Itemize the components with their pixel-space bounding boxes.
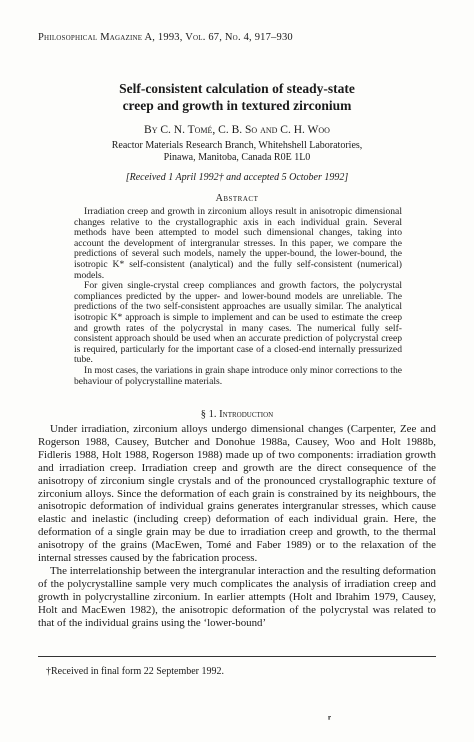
abstract-paragraph: In most cases, the variations in grain shape introduce only minor corrections to the behaviour of polycrystalline materials. — [74, 364, 402, 387]
affiliation-line-1: Reactor Materials Research Branch, Whitehshell Laboratories, — [111, 140, 363, 151]
title-line-1: Self-consistent calculation of steady-state — [119, 81, 355, 96]
footnote: †Received in final form 22 September 1992. — [46, 666, 225, 677]
body-paragraph: Under irradiation, zirconium alloys undergo dimensional changes (Carpenter, Zee and Rogerson 1988, Causey, Butcher and Donohue 1988a, Causey, Woo and Holt 1988b, Fidleris 1988, Holt 1988, Rogerson 1988) made up of two components: irradiation growth and irradiation creep. Irradiation creep and growth are the direct consequence of the anisotropy of zirconium single crystals and of the pronounced crystallographic texture of zirconium alloys. Since the deformation of each grain is constrained by its neighbours, the anisotropic deformation of individual grains generates intergranular stresses, which cause elastic and inelastic (including creep) deformation of each individual grain. Here, the deformation of a single grain may be due to irradiation creep and growth, to the thermal anisotropy of the grains (MacEwen, Tomé and Faber 1989) or to the relaxation of the internal stresses caused by the fabrication process. — [38, 423, 436, 565]
paper-title — [0, 80, 474, 114]
body-paragraph: The interrelationship between the intergranular interaction and the resulting deformation of the polycrystalline sample very much complicates the analysis of irradiation creep and growth in polycrystalline zirconium. In earlier attempts (Holt and Ibrahim 1979, Causey, Holt and MacEwen 1982), the anisotropic deformation of the polycrystal was related to that of the individual grains using the ‘lower-bound’ — [38, 564, 436, 629]
affiliation — [0, 140, 474, 164]
affiliation-line-2: Pinawa, Manitoba, Canada R0E 1L0 — [163, 152, 311, 163]
footnote-rule — [38, 656, 436, 657]
abstract-paragraph: Irradiation creep and growth in zirconium alloys result in anisotropic dimensional changes relative to the crystallographic axis in each individual grain. Several methods have been attempted to model such dimensional changes, taking into account the development of intergranular stresses. In this paper, we compare the predictions of several such models, namely the upper-bound, the lower-bound, the isotropic K* self-consistent (analytical) and the fully self-consistent (numerical) models. — [74, 206, 402, 281]
abstract — [74, 207, 402, 387]
abstract-heading: Abstract — [215, 193, 259, 204]
body-text — [38, 423, 436, 630]
section-heading: § 1. Introduction — [200, 409, 274, 420]
journal-header: Philosophical Magazine A, 1993, Vol. 67, No. 4, 917–930 — [38, 32, 293, 43]
page-mark: ʳ — [328, 712, 332, 726]
received-dates: [Received 1 April 1992† and accepted 5 October 1992] — [125, 172, 349, 183]
abstract-paragraph: For given single-crystal creep compliances and growth factors, the polycrystal compliances predicted by the upper- and lower-bound models are unreliable. The predictions of the two self-consistent approaches are usually similar. The analytical isotropic K* approach is simple to implement and can be used to estimate the creep and growth rates of the polycrystal in many cases. The numerical fully self-consistent approach should be used when an accurate prediction of polycrystal creep is required, particularly for the important case of a closed-end internally pressurized tube. — [74, 280, 402, 366]
title-line-2: creep and growth in textured zirconium — [122, 98, 352, 113]
authors: By C. N. Tomé, C. B. So and C. H. Woo — [144, 124, 330, 136]
